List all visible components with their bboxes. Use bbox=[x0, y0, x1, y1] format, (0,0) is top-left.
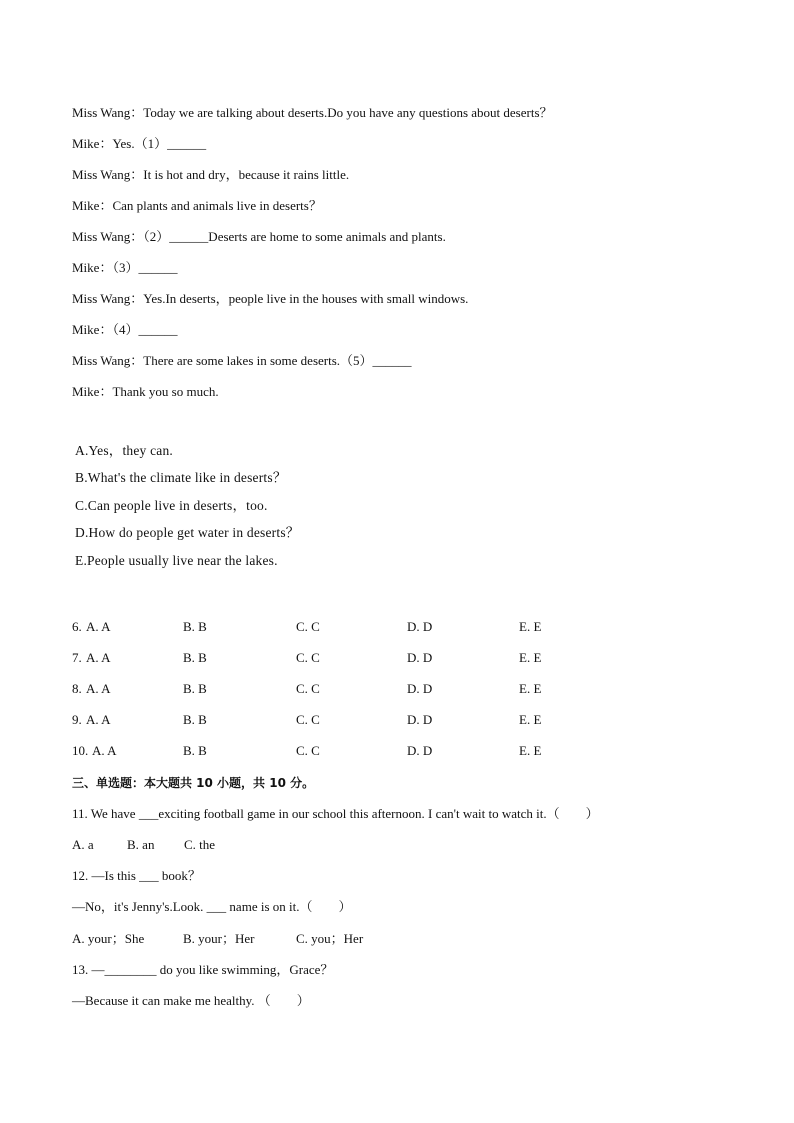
option-a: A.Yes，they can. bbox=[75, 443, 173, 458]
section-heading: 三、单选题：本大题共 10 小题，共 10 分。 bbox=[72, 776, 315, 790]
dialogue-line-8: Mike：（4）______ bbox=[72, 322, 178, 337]
dialogue-line-4: Mike：Can plants and animals live in deserts？ bbox=[72, 198, 322, 213]
choice-c[interactable]: C. C bbox=[296, 712, 320, 727]
option-d: D.How do people get water in deserts？ bbox=[75, 525, 300, 540]
choice-a[interactable]: A. A bbox=[86, 619, 111, 634]
question-number: 6. bbox=[72, 619, 82, 634]
choice-c[interactable]: C. C bbox=[296, 743, 320, 758]
choice-b[interactable]: B. B bbox=[183, 743, 207, 758]
dialogue-line-5: Miss Wang：（2）______Deserts are home to some animals and plants. bbox=[72, 229, 446, 244]
choice-b[interactable]: B. B bbox=[183, 712, 207, 727]
answer-row-10 bbox=[72, 743, 632, 759]
choice-e[interactable]: E. E bbox=[519, 650, 542, 665]
q11-choice-a[interactable]: A. a bbox=[72, 837, 94, 852]
question-12-line-2: —No，it's Jenny's.Look. ___ name is on it.（ ） bbox=[72, 899, 352, 914]
choice-d[interactable]: D. D bbox=[407, 681, 433, 696]
choice-c[interactable]: C. C bbox=[296, 681, 320, 696]
choice-e[interactable]: E. E bbox=[519, 712, 542, 727]
choice-a[interactable]: A. A bbox=[92, 743, 117, 758]
question-11: 11. We have ___exciting football game in our school this afternoon. I can't wait to watch it.（ ） bbox=[72, 806, 599, 821]
dialogue-line-3: Miss Wang：It is hot and dry，because it rains little. bbox=[72, 167, 350, 182]
question-number: 8. bbox=[72, 681, 82, 696]
choice-e[interactable]: E. E bbox=[519, 743, 542, 758]
choice-e[interactable]: E. E bbox=[519, 619, 542, 634]
question-12-choices bbox=[72, 931, 472, 947]
choice-c[interactable]: C. C bbox=[296, 619, 320, 634]
answer-row-6 bbox=[72, 619, 632, 635]
choice-d[interactable]: D. D bbox=[407, 619, 433, 634]
choice-d[interactable]: D. D bbox=[407, 743, 433, 758]
dialogue-line-7: Miss Wang：Yes.In deserts，people live in the houses with small windows. bbox=[72, 291, 469, 306]
choice-a[interactable]: A. A bbox=[86, 681, 111, 696]
choice-d[interactable]: D. D bbox=[407, 650, 433, 665]
answer-row-8 bbox=[72, 681, 632, 697]
choice-e[interactable]: E. E bbox=[519, 681, 542, 696]
q12-choice-b[interactable]: B. your；Her bbox=[183, 931, 255, 946]
q12-choice-a[interactable]: A. your；She bbox=[72, 931, 145, 946]
choice-b[interactable]: B. B bbox=[183, 650, 207, 665]
choice-b[interactable]: B. B bbox=[183, 681, 207, 696]
choice-b[interactable]: B. B bbox=[183, 619, 207, 634]
answer-row-9 bbox=[72, 712, 632, 728]
option-c: C.Can people live in deserts，too. bbox=[75, 498, 268, 513]
answer-row-7 bbox=[72, 650, 632, 666]
dialogue-line-9: Miss Wang：There are some lakes in some deserts.（5）______ bbox=[72, 353, 412, 368]
question-number: 10. bbox=[72, 743, 89, 758]
choice-c[interactable]: C. C bbox=[296, 650, 320, 665]
choice-d[interactable]: D. D bbox=[407, 712, 433, 727]
option-b: B.What's the climate like in deserts？ bbox=[75, 470, 287, 485]
question-11-choices bbox=[72, 837, 472, 853]
dialogue-line-2: Mike：Yes.（1）______ bbox=[72, 136, 207, 151]
dialogue-line-1: Miss Wang：Today we are talking about deserts.Do you have any questions about deserts？ bbox=[72, 105, 553, 120]
q11-choice-c[interactable]: C. the bbox=[184, 837, 216, 852]
question-13-line-1: 13. —________ do you like swimming，Grace？ bbox=[72, 962, 334, 977]
dialogue-line-6: Mike：（3）______ bbox=[72, 260, 178, 275]
question-13-line-2: —Because it can make me healthy. （ ） bbox=[72, 993, 310, 1008]
option-e: E.People usually live near the lakes. bbox=[75, 553, 278, 568]
question-number: 9. bbox=[72, 712, 82, 727]
q11-choice-b[interactable]: B. an bbox=[127, 837, 155, 852]
q12-choice-c[interactable]: C. you；Her bbox=[296, 931, 364, 946]
choice-a[interactable]: A. A bbox=[86, 650, 111, 665]
question-12-line-1: 12. —Is this ___ book？ bbox=[72, 868, 201, 883]
question-number: 7. bbox=[72, 650, 82, 665]
choice-a[interactable]: A. A bbox=[86, 712, 111, 727]
dialogue-line-10: Mike：Thank you so much. bbox=[72, 384, 219, 399]
